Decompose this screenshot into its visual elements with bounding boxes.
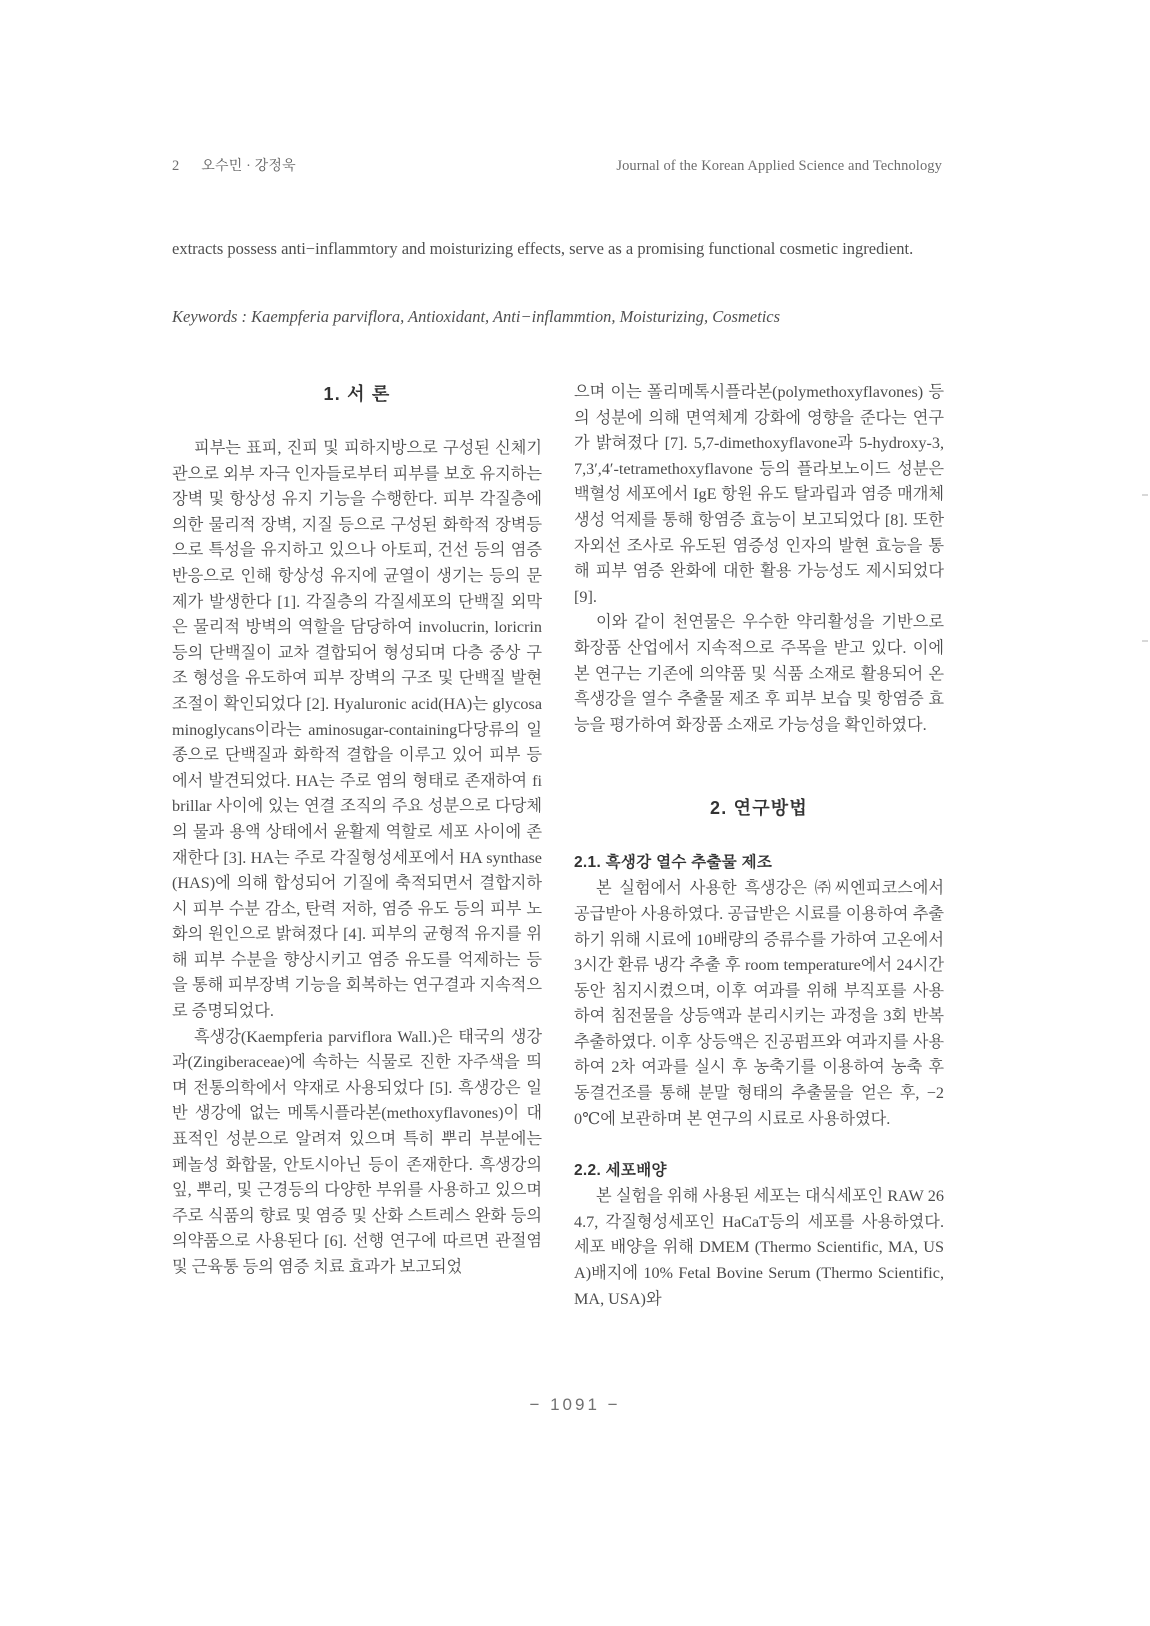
spacer-before-cell-culture	[574, 1132, 944, 1158]
intro-paragraph-2: 흑생강(Kaempferia parviflora Wall.)은 태국의 생강과(Zingiberaceae)에 속하는 식물로 진한 자주색을 띄며 전통의학에서 약재로 사용되었다 [5]. 흑생강은 일반 생강에 없는 메톡시플라본(methoxyflavones)이 대표적인 성분으로 알려져 있으며 특히 뿌리 부분에는 페놀성 화합물, 안토시아닌 등이 존재한다. 흑생강의 잎, 뿌리, 및 근경등의 다양한 부위를 사용하고 있으며 주로 식품의 향료 및 염증 및 산화 스트레스 완화 등의 의약품으로 사용된다 [6]. 선행 연구에 따르면 관절염 및 근육통 등의 염증 치료 효과가 보고되었	[172, 1027, 542, 1276]
methods-paragraph-extract: 본 실험에서 사용한 흑생강은 ㈜씨엔피코스에서 공급받아 사용하였다. 공급받은 시료를 이용하여 추출하기 위해 시료에 10배량의 증류수를 가하여 고온에서 3시간 환류 냉각 추출 후 room temperature에서 24시간 동안 침지시켰으며, 이후 여과를 위해 부직포를 사용하여 침전물을 상등액과 분리시키는 과정을 3회 반복 추출하였다. 이후 상등액은 진공펌프와 여과지를 사용하여 2차 여과를 실시 후 농축기를 이용하여 농축 후 동결건조를 통해 분말 형태의 추출물을 얻은 후, −20℃에 보관하며 본 연구의 시료로 사용하였다.	[574, 879, 944, 1128]
right-column	[574, 380, 944, 1340]
header-authors: 오수민 · 강정욱	[201, 159, 296, 174]
subsection-title-cell-culture: 2.2. 세포배양	[574, 1162, 667, 1180]
footer-page-marker: − 1091 −	[529, 1395, 621, 1414]
header-page-number: 2	[172, 158, 180, 174]
abstract-tail-text: extracts possess anti−inflammtory and moisturizing effects, serve as a promising functional cosmetic ingredient.	[172, 239, 914, 258]
left-column	[172, 380, 542, 1340]
section-title-introduction: 1. 서 론	[323, 384, 391, 404]
scan-edge-artifact-1	[1142, 494, 1148, 496]
section-title-methods: 2. 연구방법	[710, 798, 808, 819]
intro-paragraph-3: 이와 같이 천연물은 우수한 약리활성을 기반으로 화장품 산업에서 지속적으로 주목을 받고 있다. 이에 본 연구는 기존에 의약품 및 식품 소재로 활용되어 온 흑생강을 열수 추출물 제조 후 피부 보습 및 항염증 효능을 평가하여 화장품 소재로 가능성을 확인하였다.	[574, 613, 944, 734]
methods-paragraph-cell-culture: 본 실험을 위해 사용된 세포는 대식세포인 RAW 264.7, 각질형성세포인 HaCaT등의 세포를 사용하였다. 세포 배양을 위해 DMEM (Thermo Scientific, MA, USA)배지에 10% Fetal Bovine Serum (Thermo Scientific, MA, USA)와	[574, 1187, 944, 1308]
intro-paragraph-1: 피부는 표피, 진피 및 피하지방으로 구성된 신체기관으로 외부 자극 인자들로부터 피부를 보호 유지하는 장벽 및 항상성 유지 기능을 수행한다. 피부 각질층에 의한 물리적 장벽, 지질 등으로 구성된 화학적 장벽등으로 특성을 유지하고 있으나 아토피, 건선 등의 염증 반응으로 인해 항상성 유지에 균열이 생기는 등의 문제가 발생한다 [1]. 각질층의 각질세포의 단백질 외막은 물리적 방벽의 역할을 담당하여 involucrin, loricrin등의 단백질이 교차 결합되어 형성되며 다층 중상 구조 형성을 유도하여 피부 장벽의 구조 및 단백질 발현 조절이 확인되었다 [2]. Hyaluronic acid(HA)는 glycosaminoglycans이라는 aminosugar-containing다당류의 일종으로 단백질과 화학적 결합을 이루고 있어 피부 등에서 발견되었다. HA는 주로 염의 형태로 존재하여 fibrillar 사이에 있는 연결 조직의 주요 성분으로 다당체의 물과 용액 상태에서 윤활제 역할로 세포 사이에 존재한다 [3]. HA는 주로 각질형성세포에서 HA synthase(HAS)에 의해 합성되어 기질에 축적되면서 결합지하 시 피부 수분 감소, 탄력 저하, 염증 유도 등의 피부 노화의 원인으로 밝혀졌다 [4]. 피부의 균형적 유지를 위해 피부 수분을 향상시키고 염증 유도를 억제하는 등을 통해 피부장벽 기능을 회복하는 연구결과 지속적으로 증명되었다.	[172, 439, 542, 1021]
subsection-title-extract-preparation: 2.1. 흑생강 열수 추출물 제조	[574, 854, 773, 872]
keywords-line: Keywords : Kaempferia parviflora, Antioxidant, Anti−inflammtion, Moisturizing, Cosmetics	[172, 307, 781, 326]
intro-paragraph-1-continued: 으며 이는 폴리메톡시플라본(polymethoxyflavones) 등의 성분에 의해 면역체계 강화에 영향을 준다는 연구가 밝혀졌다 [7]. 5,7-dimethoxyflavone과 5-hydroxy-3,7,3′,4′-tetramethoxyflavone 등의 플라보노이드 성분은 백혈성 세포에서 IgE 항원 유도 탈과립과 염증 매개체 생성 억제를 통해 항염증 효능이 보고되었다 [8]. 또한 자외선 조사로 유도된 염증성 인자의 발현 효능을 통해 피부 염증 완화에 대한 활용 가능성도 제시되었다 [9].	[574, 383, 944, 606]
scan-edge-artifact-2	[1142, 640, 1148, 642]
body-columns	[172, 380, 944, 1340]
running-head	[172, 155, 942, 177]
running-head-left	[172, 155, 296, 175]
abstract-tail	[172, 236, 942, 261]
spacer-before-methods	[574, 738, 944, 794]
header-journal-title: Journal of the Korean Applied Science and Technology	[616, 158, 942, 174]
